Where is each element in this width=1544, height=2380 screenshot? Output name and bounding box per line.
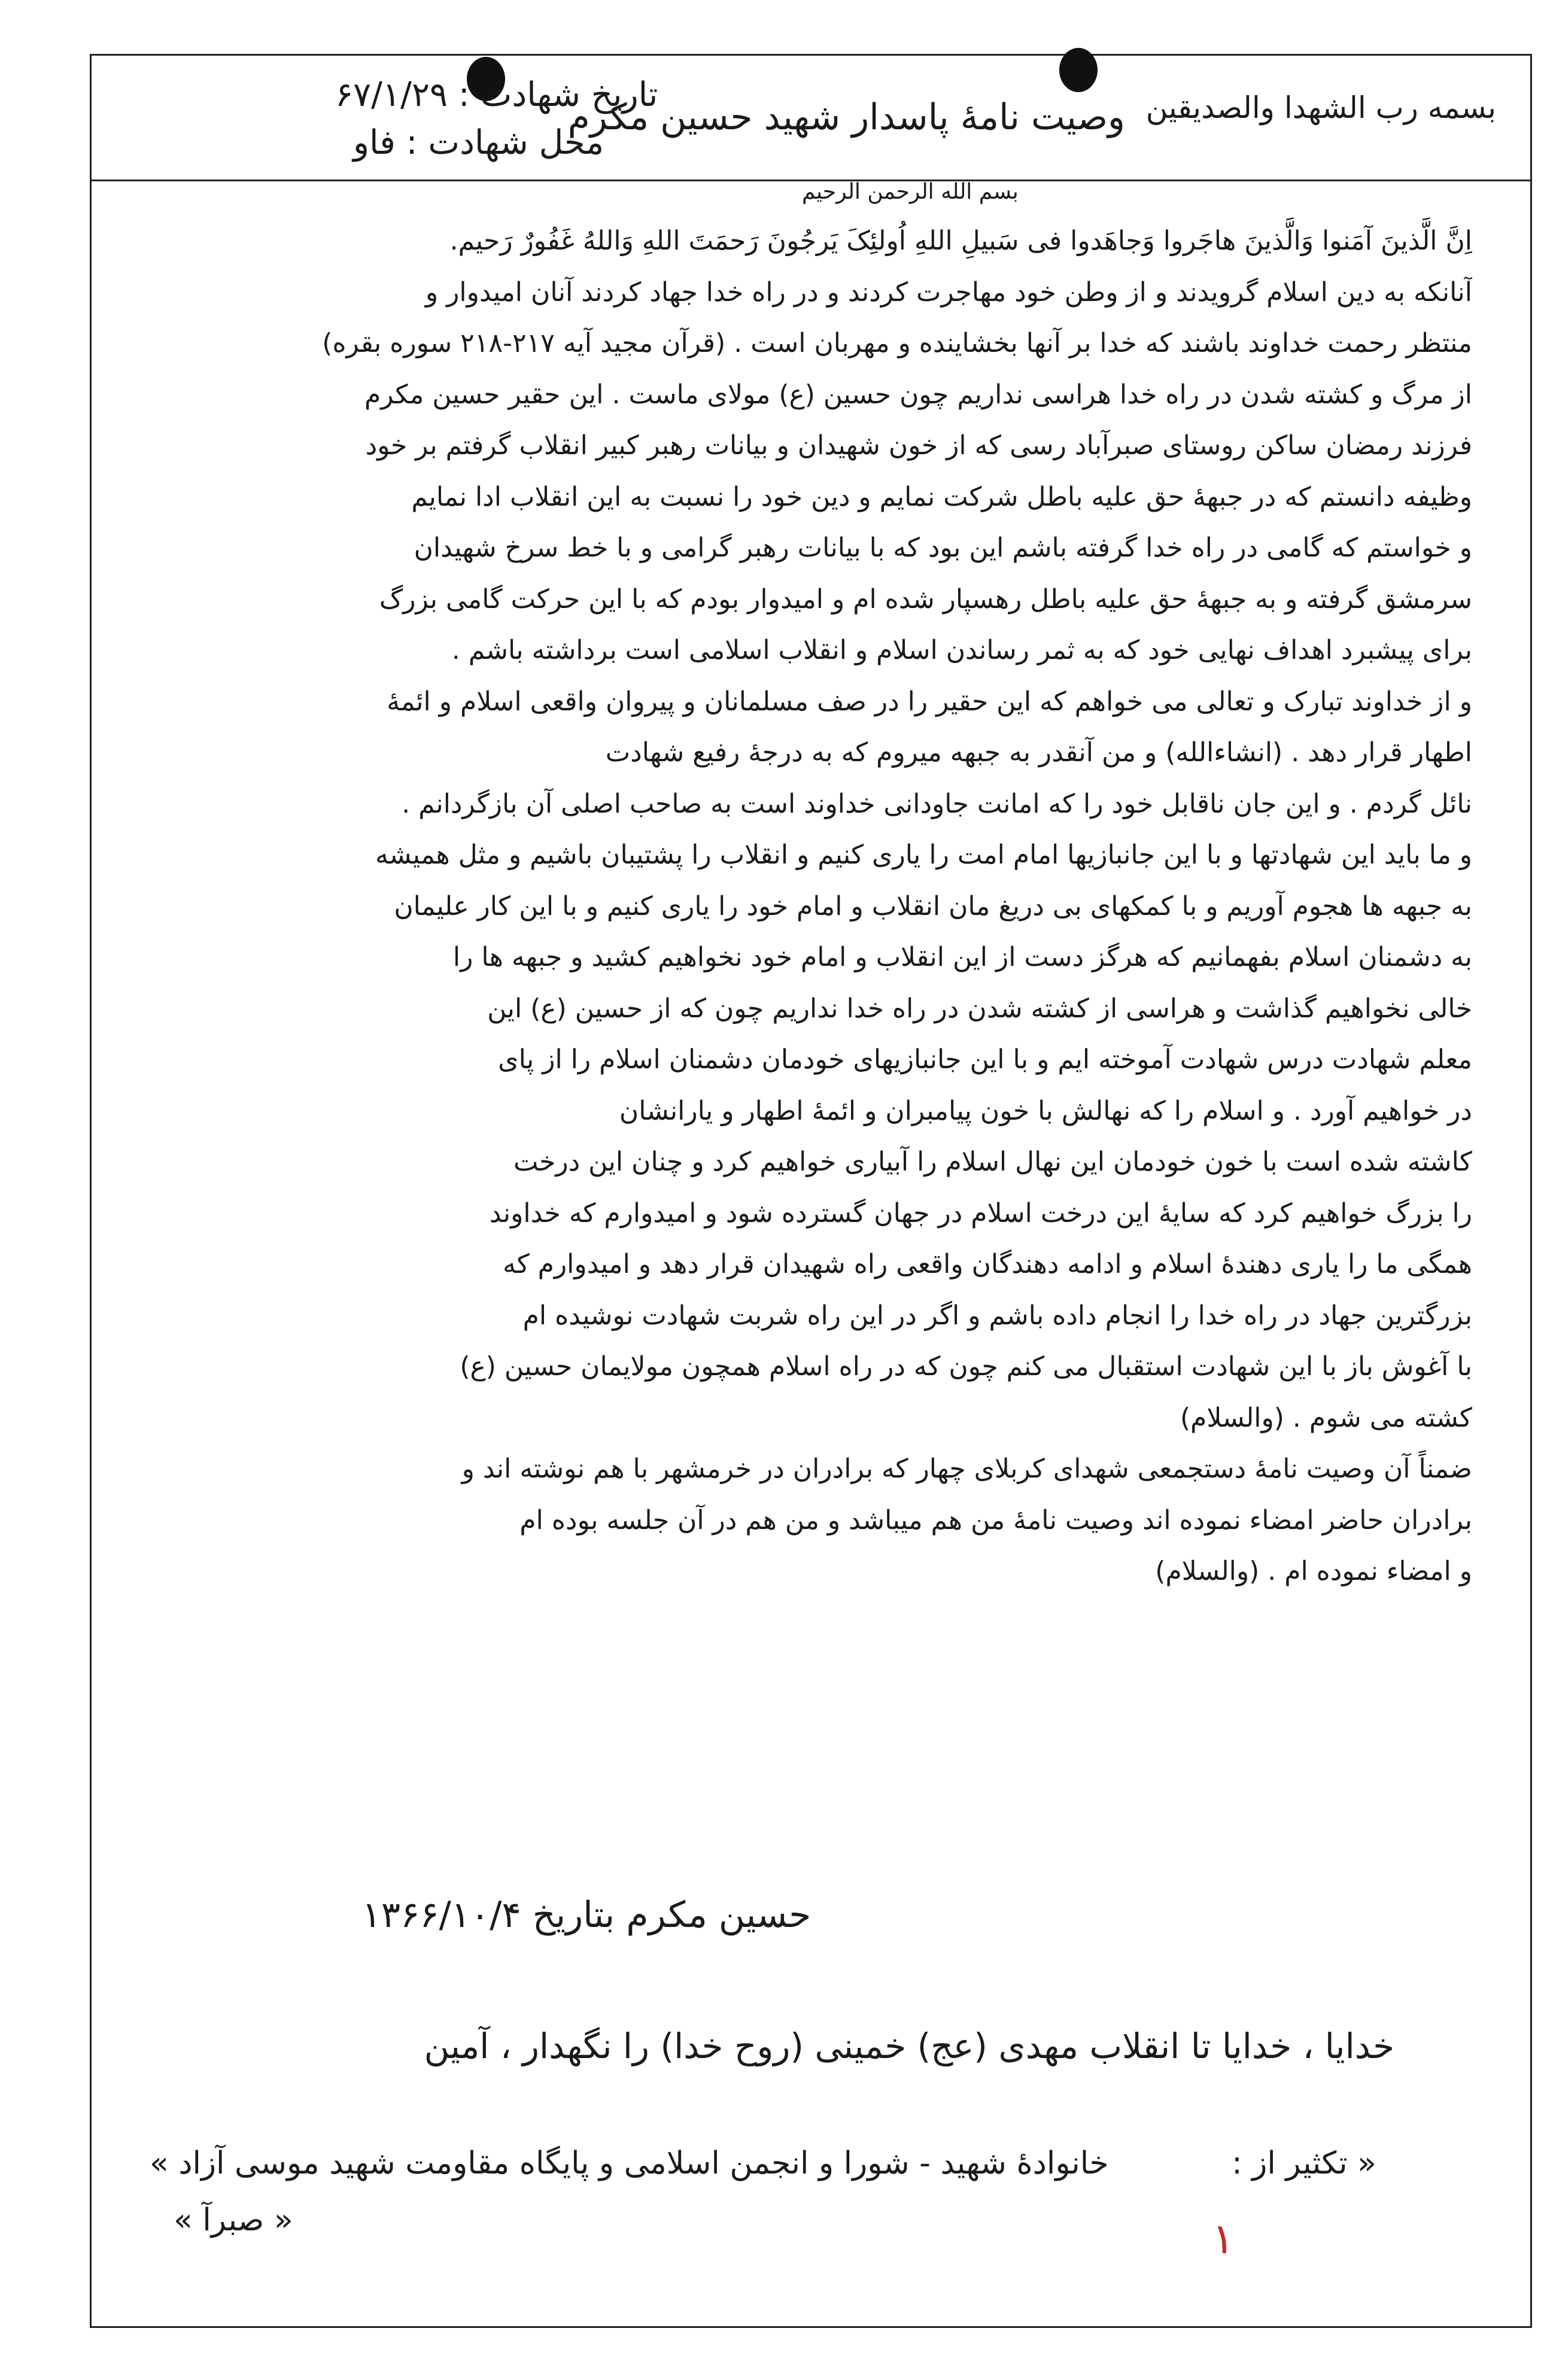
closing-prayer: خدایا ، خدایا تا انقلاب مهدی (عج) خمینی (روح خدا) را نگهدار ، آمین [424,2026,1394,2066]
bismillah: بسم الله الرحمن الرحیم [802,180,1019,204]
body-line: اطهار قرار دهد . (انشاءالله) و من آنقدر به جبهه میروم که به درجهٔ رفیع شهادت [605,737,1472,768]
page-number: ۱ [1212,2214,1235,2263]
body-line: و خواستم که گامی در راه خدا گرفته باشم این بود که با بیانات رهبر گرامی و با خط سرخ شهیدان [414,533,1472,563]
body-line: کاشته شده است با خون خودمان این نهال اسلام را آبیاری خواهیم کرد و چنان این درخت [513,1147,1472,1177]
body-line: با آغوش باز با این شهادت استقبال می کنم چون که در راه اسلام همچون مولایمان حسین (ع) [460,1351,1472,1382]
body-line: و امضاء نموده ام . (والسلام) [1155,1556,1472,1586]
body-line: اِنَّ الَّذینَ آمَنوا وَالَّذینَ هاجَروا وَجاهَدوا فی سَبیلِ اللهِ اُولئِکَ یَرجُونَ رَحمَتَ اللهِ وَاللهُ غَفُورٌ رَحیم. [449,226,1472,256]
punch-hole [1059,48,1098,92]
body-line: منتظر رحمت خداوند باشند که خدا بر آنها بخشاینده و مهربان است . (قرآن مجید آیه ۲۱۷-۲۱۸ سوره بقره) [322,328,1472,358]
will-body [102,215,1472,1597]
body-line: به دشمنان اسلام بفهمانیم که هرگز دست از این انقلاب و امام خود نخواهیم کشید و جبهه ها را [452,942,1472,972]
copy-source: خانوادهٔ شهید - شورا و انجمن اسلامی و پایگاه مقاومت شهید موسی آزاد » [150,2145,1109,2181]
body-line: نائل گردم . و این جان ناقابل خود را که امانت جاودانی خداوند است به صاحب اصلی آن بازگردانم . [402,788,1472,819]
copy-label: « تکثیر از : [1232,2145,1376,2181]
body-line: خالی نخواهیم گذاشت و هراسی از کشته شدن در راه خدا نداریم چون که از حسین (ع) این [487,993,1472,1024]
body-line: را بزرگ خواهیم کرد که سایهٔ این درخت اسلام در جهان گسترده شود و امیدوارم که خداوند [489,1197,1472,1229]
martyrdom-place: محل شهادت : فاو [353,123,604,162]
body-line: وظیفه دانستم که در جبههٔ حق علیه باطل شرکت نمایم و دین خود را نسبت به این انقلاب ادا نمایم [411,481,1472,512]
body-line: ضمناً آن وصیت نامهٔ دستجمعی شهدای کربلای چهار که برادران در خرمشهر با هم نوشته اند و [461,1454,1472,1484]
body-line: برادران حاضر امضاء نموده اند وصیت نامهٔ من هم میباشد و من هم در آن جلسه بوده ام [519,1504,1472,1536]
body-line: و از خداوند تبارک و تعالی می خواهم که این حقیر را در صف مسلمانان و پیروان واقعی اسلام و ائمهٔ [387,686,1472,717]
body-line: به جبهه ها هجوم آوریم و با کمکهای بی دریغ مان انقلاب و امام خود را یاری کنیم و با این کار علیمان [394,890,1472,922]
body-line: از مرگ و کشته شدن در راه خدا هراسی نداریم چون حسین (ع) مولای ماست . این حقیر حسین مکرم [364,379,1472,410]
document-title: وصیت نامهٔ پاسدار شهید حسین مکرم [567,96,1125,138]
martyrdom-date: تاریخ شهادت : ۶۷/۱/۲۹ [335,75,658,114]
body-line: سرمشق گرفته و به جبههٔ حق علیه باطل رهسپار شده ام و امیدوار بودم که با این حرکت گامی بزرگ [379,583,1472,615]
village-name: « صبرآ » [174,2202,293,2238]
body-line: معلم شهادت درس شهادت آموخته ایم و با این جانبازیهای خودمان دشمنان اسلام را از پای [498,1044,1472,1075]
body-line: و ما باید این شهادتها و با این جانبازیها امام امت را یاری کنیم و انقلاب را پشتیبان باشیم و مثل همیشه [375,840,1472,870]
signature-and-date: حسین مکرم بتاریخ ۱۳۶۶/۱۰/۴ [361,1894,811,1936]
body-line: کشته می شوم . (والسلام) [1180,1402,1472,1433]
body-line: فرزند رمضان ساکن روستای صبرآباد رسی که از خون شهیدان و بیانات رهبر کبیر انقلاب گرفتم بر خود [365,430,1472,461]
body-line: برای پیشبرد اهداف نهایی خود که به ثمر رساندن اسلام و انقلاب اسلامی است برداشته باشم . [451,635,1472,665]
body-line: آنانکه به دین اسلام گرویدند و از وطن خود مهاجرت کردند و در راه خدا جهاد کردند آنان امیدوار و [425,276,1472,308]
header-invocation: بسمه رب الشهدا والصدیقین [1145,90,1496,125]
body-line: بزرگترین جهاد در راه خدا را انجام داده باشم و اگر در این راه شربت شهادت نوشیده ام [522,1300,1472,1331]
body-line: همگی ما را یاری دهندهٔ اسلام و ادامه دهندگان واقعی راه شهیدان قرار دهد و امیدوارم که [503,1249,1472,1279]
body-line: در خواهیم آورد . و اسلام را که نهالش با خون پیامبران و ائمهٔ اطهار و یارانشان [619,1095,1472,1126]
